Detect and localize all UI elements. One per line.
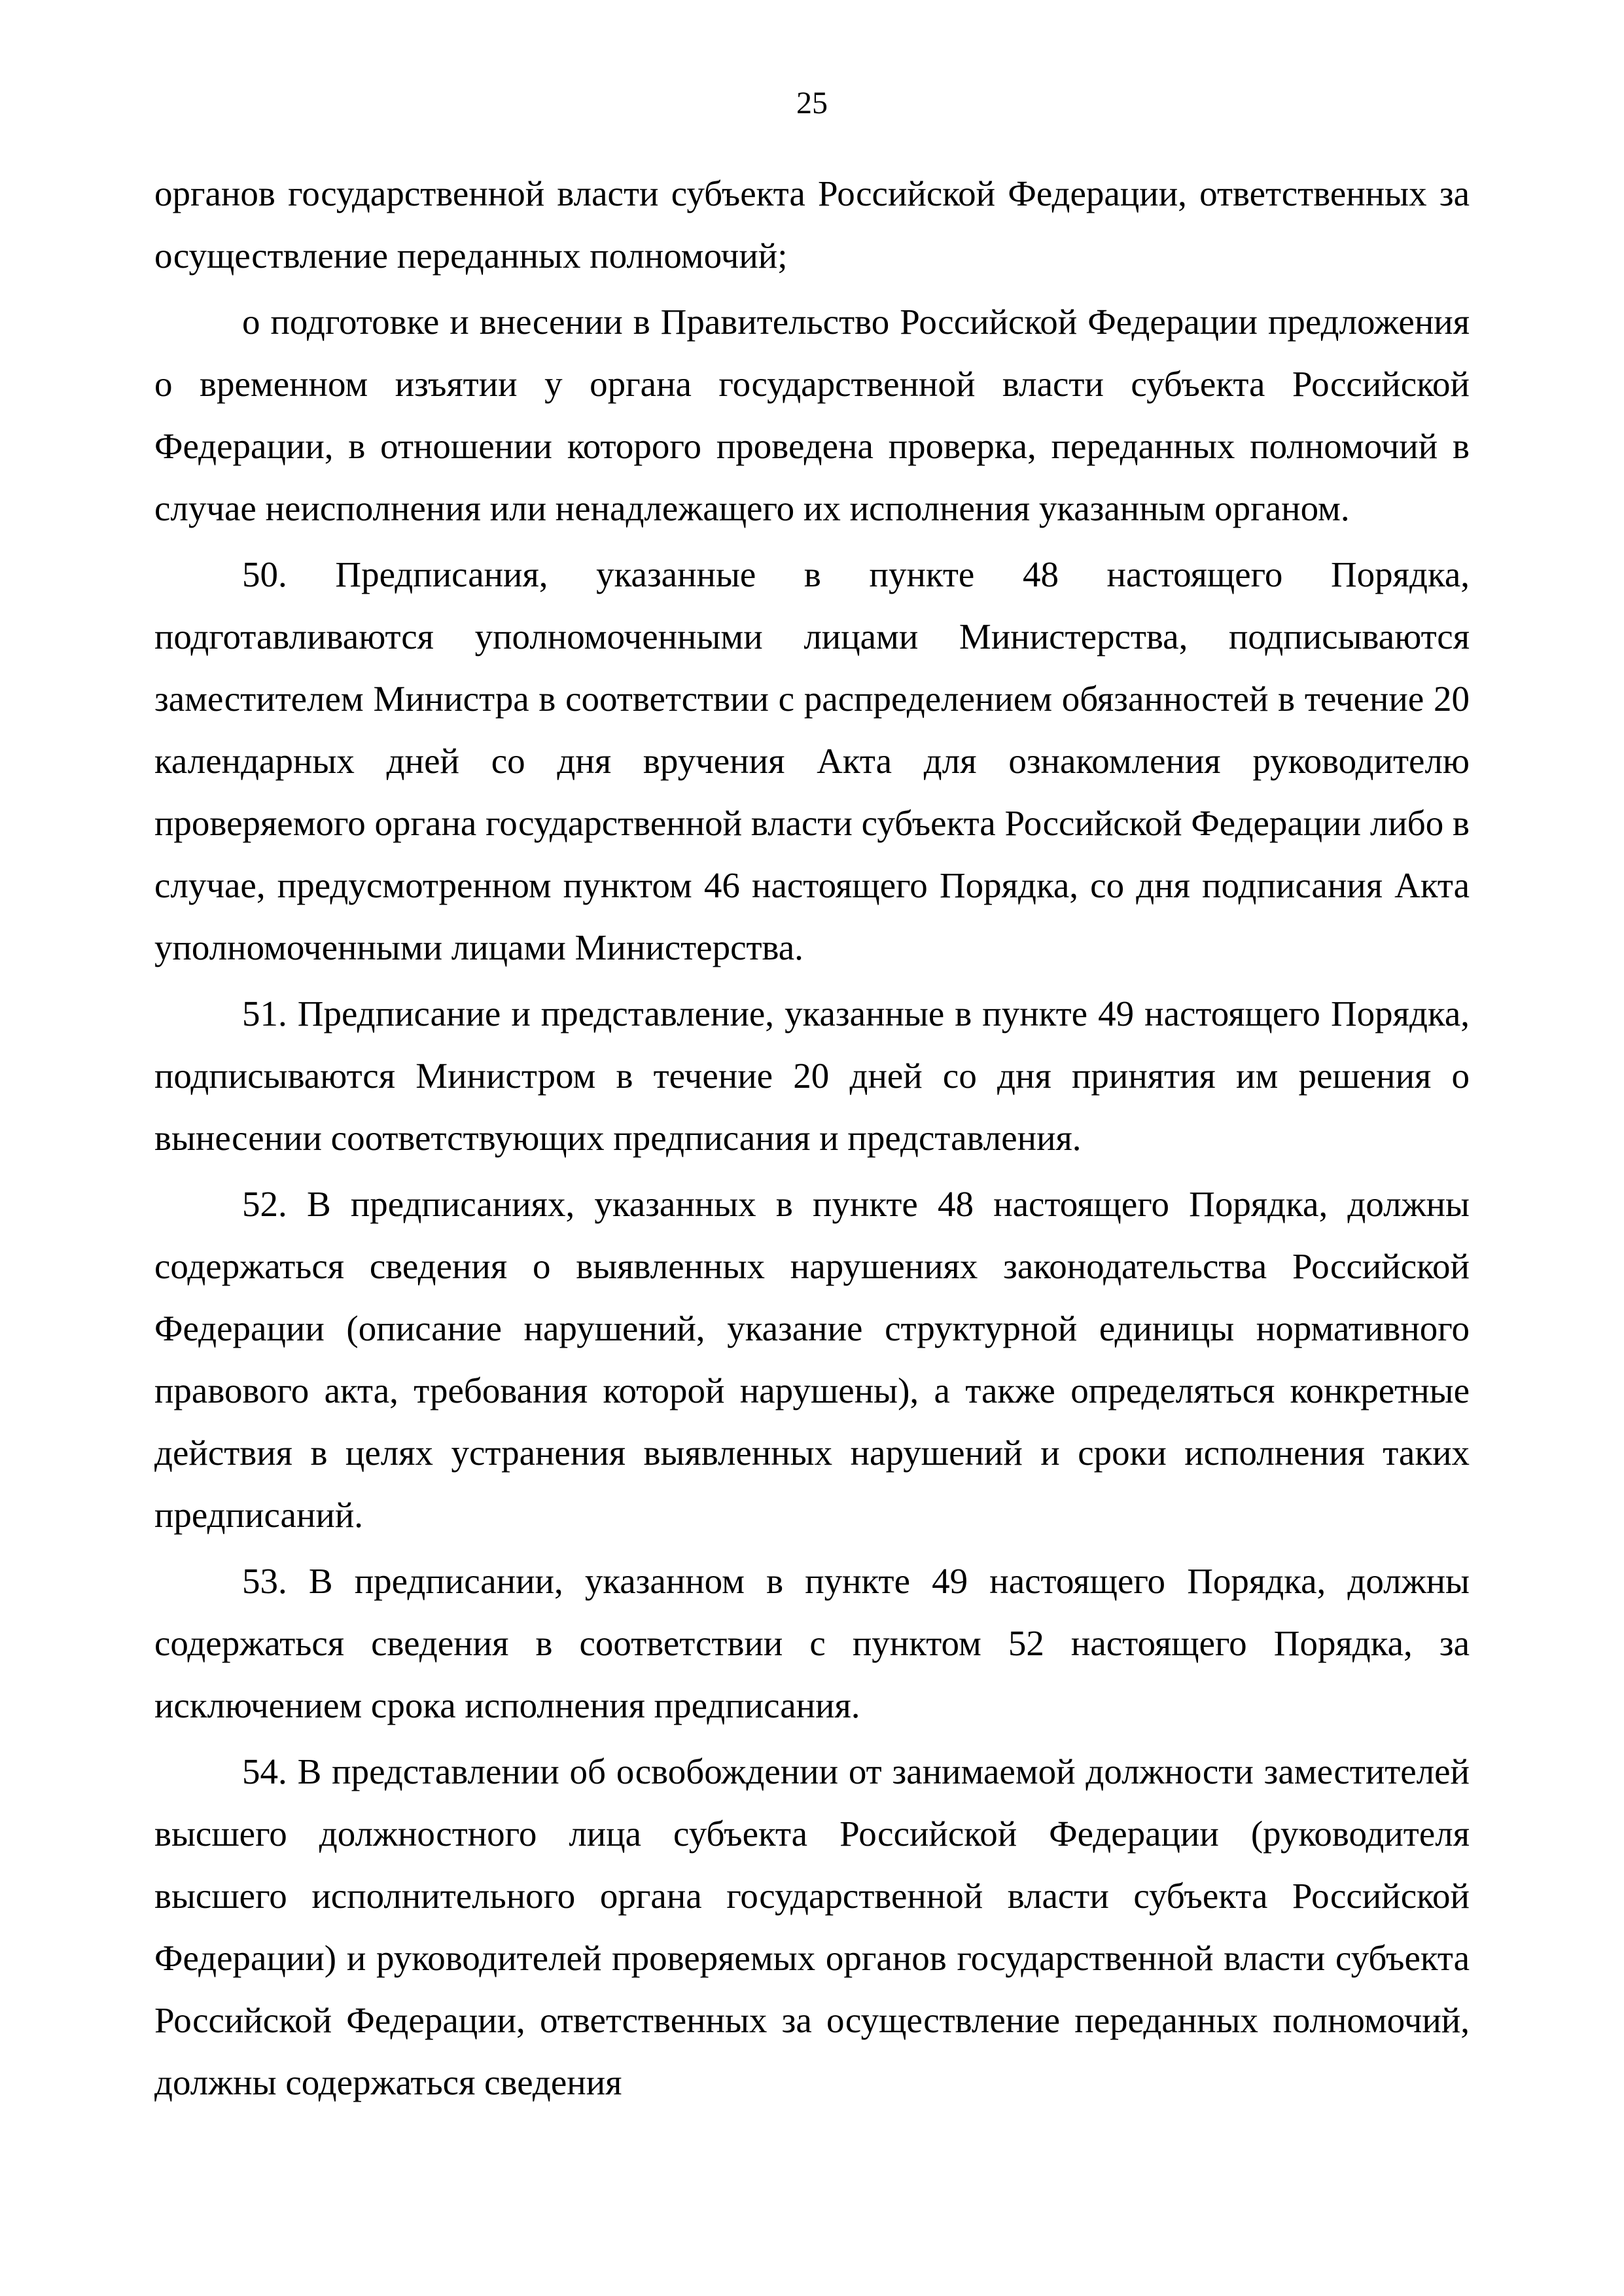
paragraph-item-50: 50. Предписания, указанные в пункте 48 настоящего Порядка, подготавливаются уполномоченными лицами Министерства, подписываются заместителем Министра в соответствии с распределением обязанностей в течение 20 календарных дней со дня вручения Акта для ознакомления руководителю проверяемого органа государственной власти субъекта Российской Федерации либо в случае, предусмотренном пунктом 46 настоящего Порядка, со дня подписания Акта уполномоченными лицами Министерства.	[154, 554, 1470, 967]
paragraph-item-51: 51. Предписание и представление, указанные в пункте 49 настоящего Порядка, подписываются Министром в течение 20 дней со дня принятия им решения о вынесении соответствующих предписания и представления.	[154, 994, 1470, 1158]
paragraph-item-53: 53. В предписании, указанном в пункте 49 настоящего Порядка, должны содержаться сведения в соответствии с пунктом 52 настоящего Порядка, за исключением срока исполнения предписания.	[154, 1561, 1470, 1725]
paragraph-item-54: 54. В представлении об освобождении от занимаемой должности заместителей высшего должностного лица субъекта Российской Федерации (руководителя высшего исполнительного органа государственной власти субъекта Российской Федерации) и руководителей проверяемых органов государственной власти субъекта Российской Федерации, ответственных за осуществление переданных полномочий, должны содержаться сведения	[154, 1751, 1470, 2102]
document-body	[154, 162, 1470, 2113]
paragraph-item-52: 52. В предписаниях, указанных в пункте 48 настоящего Порядка, должны содержаться сведения о выявленных нарушениях законодательства Российской Федерации (описание нарушений, указание структурной единицы нормативного правового акта, требования которой нарушены), а также определяться конкретные действия в целях устранения выявленных нарушений и сроки исполнения таких предписаний.	[154, 1184, 1470, 1535]
paragraph-proposal-withdrawal: о подготовке и внесении в Правительство Российской Федерации предложения о временном изъятии у органа государственной власти субъекта Российской Федерации, в отношении которого проведена проверка, переданных полномочий в случае неисполнения или ненадлежащего их исполнения указанным органом.	[154, 302, 1470, 528]
page-number: 25	[796, 86, 828, 120]
paragraph-continuation: органов государственной власти субъекта Российской Федерации, ответственных за осуществление переданных полномочий;	[154, 173, 1470, 276]
